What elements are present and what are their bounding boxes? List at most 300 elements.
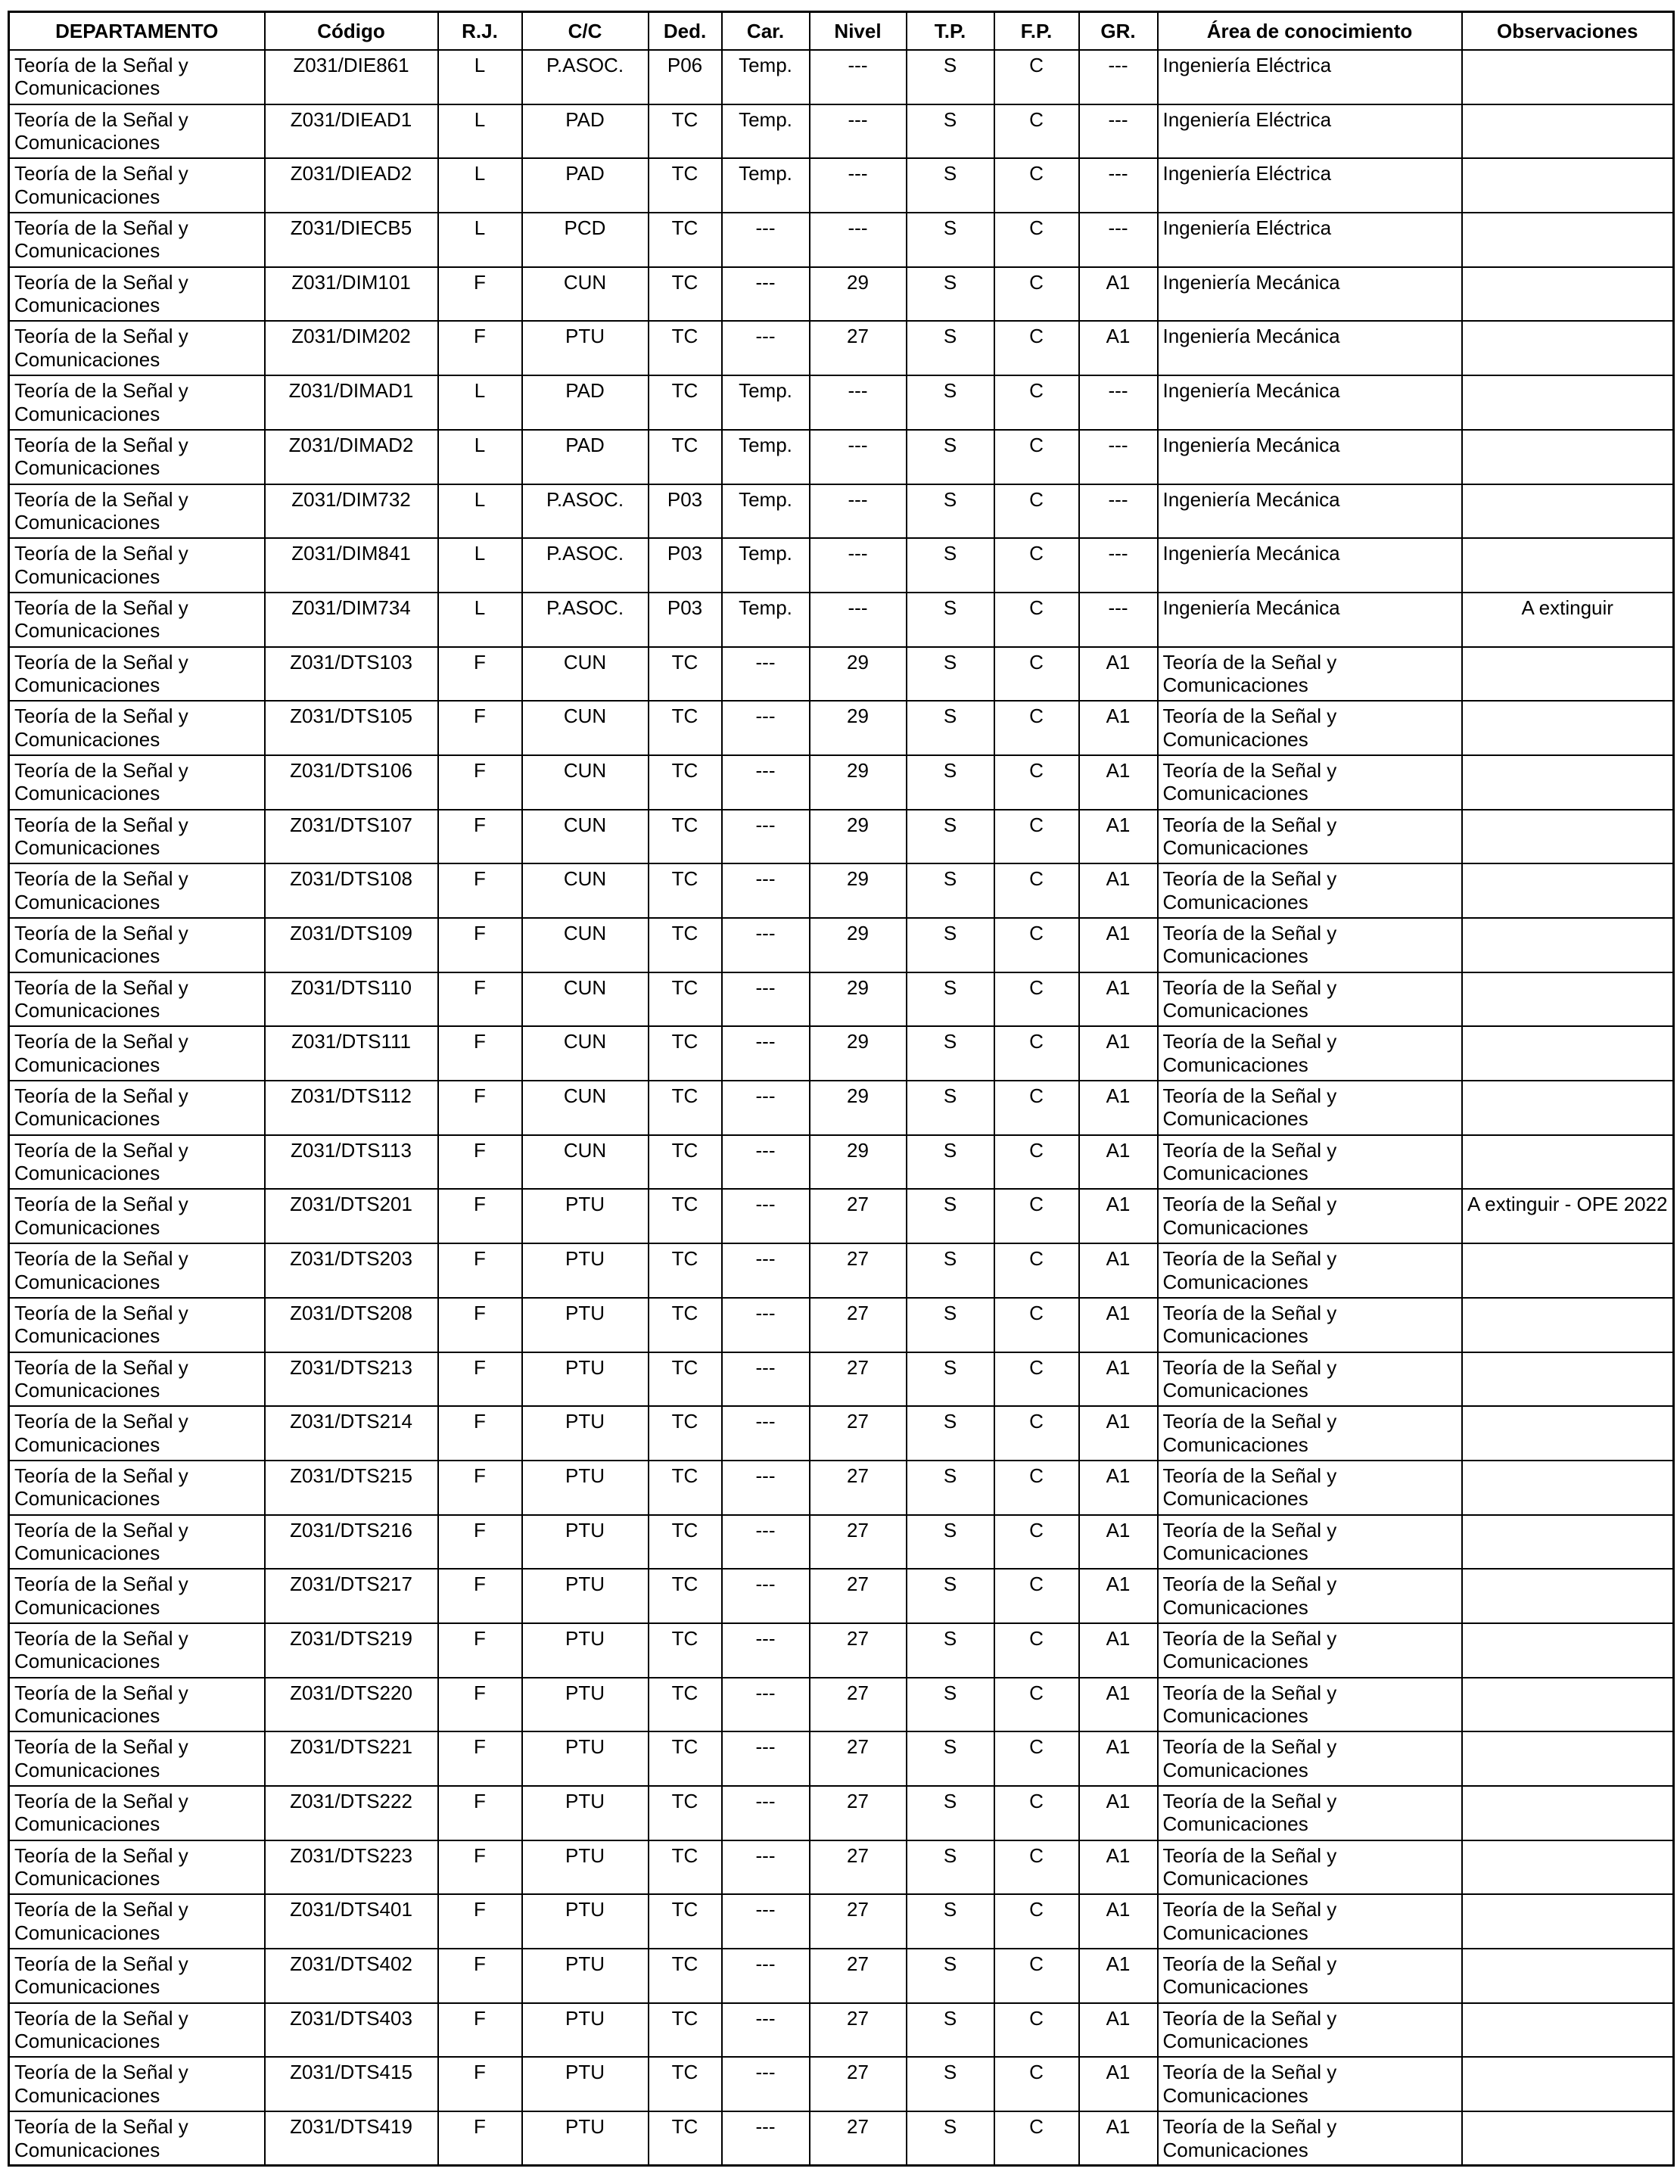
cell-codigo: Z031/DTS109 xyxy=(265,918,438,972)
cell-nivel: 27 xyxy=(810,1731,907,1786)
header-row xyxy=(9,12,1674,51)
cell-nivel: 29 xyxy=(810,863,907,918)
cell-rj: F xyxy=(438,1894,522,1949)
column-header-ded: Ded. xyxy=(649,12,722,51)
cell-rj: L xyxy=(438,158,522,213)
cell-cc: PAD xyxy=(522,430,649,484)
cell-area-de-conocimiento: Teoría de la Señal y Comunicaciones xyxy=(1158,2057,1462,2111)
cell-observaciones xyxy=(1462,1026,1674,1081)
column-header-observaciones: Observaciones xyxy=(1462,12,1674,51)
table-row xyxy=(9,1243,1674,1298)
cell-nivel: --- xyxy=(810,593,907,647)
cell-nivel: --- xyxy=(810,213,907,267)
cell-ded: P03 xyxy=(649,484,722,539)
cell-codigo: Z031/DTS215 xyxy=(265,1461,438,1515)
cell-fp: C xyxy=(994,1026,1079,1081)
cell-car: Temp. xyxy=(722,158,810,213)
cell-rj: L xyxy=(438,484,522,539)
cell-tp: S xyxy=(907,1731,994,1786)
cell-codigo: Z031/DTS223 xyxy=(265,1840,438,1895)
cell-ded: TC xyxy=(649,1135,722,1190)
table-body xyxy=(9,50,1674,2166)
cell-observaciones xyxy=(1462,321,1674,375)
cell-ded: TC xyxy=(649,104,722,159)
cell-tp: S xyxy=(907,50,994,104)
table-row xyxy=(9,1840,1674,1895)
cell-fp: C xyxy=(994,593,1079,647)
table-row xyxy=(9,1406,1674,1461)
cell-gr: A1 xyxy=(1079,2111,1158,2166)
cell-fp: C xyxy=(994,1298,1079,1352)
cell-nivel: 27 xyxy=(810,2057,907,2111)
cell-fp: C xyxy=(994,1406,1079,1461)
column-header-gr: GR. xyxy=(1079,12,1158,51)
cell-area-de-conocimiento: Teoría de la Señal y Comunicaciones xyxy=(1158,1298,1462,1352)
cell-tp: S xyxy=(907,1840,994,1895)
cell-area-de-conocimiento: Ingeniería Eléctrica xyxy=(1158,158,1462,213)
cell-rj: F xyxy=(438,1406,522,1461)
cell-tp: S xyxy=(907,1026,994,1081)
cell-codigo: Z031/DIM101 xyxy=(265,267,438,322)
cell-nivel: 27 xyxy=(810,1949,907,2003)
table-row xyxy=(9,593,1674,647)
cell-ded: TC xyxy=(649,755,722,810)
cell-ded: TC xyxy=(649,918,722,972)
cell-departamento: Teoría de la Señal y Comunicaciones xyxy=(9,213,265,267)
cell-observaciones xyxy=(1462,918,1674,972)
cell-fp: C xyxy=(994,1243,1079,1298)
cell-car: --- xyxy=(722,1623,810,1678)
cell-car: --- xyxy=(722,863,810,918)
table-row xyxy=(9,1189,1674,1243)
cell-observaciones xyxy=(1462,1298,1674,1352)
cell-cc: CUN xyxy=(522,1081,649,1135)
cell-gr: --- xyxy=(1079,593,1158,647)
cell-nivel: 27 xyxy=(810,1352,907,1407)
cell-ded: TC xyxy=(649,1678,722,1732)
cell-cc: PTU xyxy=(522,1949,649,2003)
cell-rj: L xyxy=(438,538,522,593)
cell-gr: --- xyxy=(1079,430,1158,484)
cell-observaciones xyxy=(1462,1840,1674,1895)
cell-car: --- xyxy=(722,1026,810,1081)
cell-nivel: --- xyxy=(810,50,907,104)
cell-fp: C xyxy=(994,430,1079,484)
cell-departamento: Teoría de la Señal y Comunicaciones xyxy=(9,430,265,484)
cell-observaciones xyxy=(1462,1406,1674,1461)
cell-area-de-conocimiento: Teoría de la Señal y Comunicaciones xyxy=(1158,1243,1462,1298)
cell-observaciones xyxy=(1462,430,1674,484)
cell-rj: F xyxy=(438,755,522,810)
cell-ded: TC xyxy=(649,1081,722,1135)
cell-fp: C xyxy=(994,863,1079,918)
cell-cc: PTU xyxy=(522,1840,649,1895)
cell-fp: C xyxy=(994,158,1079,213)
cell-tp: S xyxy=(907,1081,994,1135)
table-row xyxy=(9,701,1674,755)
cell-codigo: Z031/DTS401 xyxy=(265,1894,438,1949)
cell-nivel: 27 xyxy=(810,1243,907,1298)
table-row xyxy=(9,755,1674,810)
column-header-codigo: Código xyxy=(265,12,438,51)
cell-departamento: Teoría de la Señal y Comunicaciones xyxy=(9,1840,265,1895)
cell-car: --- xyxy=(722,647,810,702)
cell-cc: CUN xyxy=(522,267,649,322)
table-row xyxy=(9,1786,1674,1840)
cell-nivel: 27 xyxy=(810,1786,907,1840)
cell-codigo: Z031/DIEAD1 xyxy=(265,104,438,159)
cell-ded: TC xyxy=(649,321,722,375)
cell-observaciones xyxy=(1462,701,1674,755)
cell-departamento: Teoría de la Señal y Comunicaciones xyxy=(9,267,265,322)
cell-area-de-conocimiento: Ingeniería Mecánica xyxy=(1158,267,1462,322)
cell-cc: CUN xyxy=(522,1026,649,1081)
table-row xyxy=(9,1352,1674,1407)
cell-rj: F xyxy=(438,1569,522,1623)
cell-departamento: Teoría de la Señal y Comunicaciones xyxy=(9,104,265,159)
cell-departamento: Teoría de la Señal y Comunicaciones xyxy=(9,1026,265,1081)
cell-nivel: 29 xyxy=(810,1026,907,1081)
cell-gr: A1 xyxy=(1079,918,1158,972)
cell-observaciones xyxy=(1462,863,1674,918)
cell-ded: TC xyxy=(649,1298,722,1352)
cell-rj: F xyxy=(438,810,522,864)
cell-ded: TC xyxy=(649,1189,722,1243)
cell-gr: A1 xyxy=(1079,1786,1158,1840)
cell-rj: F xyxy=(438,1352,522,1407)
cell-departamento: Teoría de la Señal y Comunicaciones xyxy=(9,1786,265,1840)
cell-tp: S xyxy=(907,1569,994,1623)
cell-rj: F xyxy=(438,1026,522,1081)
cell-tp: S xyxy=(907,1243,994,1298)
cell-departamento: Teoría de la Señal y Comunicaciones xyxy=(9,375,265,430)
cell-cc: P.ASOC. xyxy=(522,50,649,104)
cell-codigo: Z031/DTS217 xyxy=(265,1569,438,1623)
cell-fp: C xyxy=(994,1840,1079,1895)
cell-tp: S xyxy=(907,375,994,430)
cell-rj: F xyxy=(438,863,522,918)
cell-cc: PTU xyxy=(522,1786,649,1840)
cell-fp: C xyxy=(994,1352,1079,1407)
cell-observaciones xyxy=(1462,1081,1674,1135)
cell-observaciones xyxy=(1462,972,1674,1027)
cell-departamento: Teoría de la Señal y Comunicaciones xyxy=(9,1569,265,1623)
cell-car: Temp. xyxy=(722,484,810,539)
cell-area-de-conocimiento: Teoría de la Señal y Comunicaciones xyxy=(1158,863,1462,918)
cell-ded: TC xyxy=(649,2057,722,2111)
table-row xyxy=(9,647,1674,702)
cell-observaciones xyxy=(1462,1569,1674,1623)
cell-fp: C xyxy=(994,2111,1079,2166)
cell-observaciones xyxy=(1462,50,1674,104)
cell-cc: PTU xyxy=(522,1298,649,1352)
cell-codigo: Z031/DIM202 xyxy=(265,321,438,375)
cell-area-de-conocimiento: Teoría de la Señal y Comunicaciones xyxy=(1158,1461,1462,1515)
cell-tp: S xyxy=(907,1352,994,1407)
cell-car: --- xyxy=(722,1569,810,1623)
cell-gr: A1 xyxy=(1079,1461,1158,1515)
cell-rj: F xyxy=(438,2111,522,2166)
cell-ded: TC xyxy=(649,1352,722,1407)
cell-cc: PTU xyxy=(522,2057,649,2111)
cell-tp: S xyxy=(907,972,994,1027)
cell-rj: F xyxy=(438,701,522,755)
cell-departamento: Teoría de la Señal y Comunicaciones xyxy=(9,2111,265,2166)
cell-tp: S xyxy=(907,1135,994,1190)
table-row xyxy=(9,1081,1674,1135)
cell-observaciones xyxy=(1462,158,1674,213)
table-row xyxy=(9,918,1674,972)
cell-car: --- xyxy=(722,267,810,322)
cell-cc: CUN xyxy=(522,810,649,864)
cell-cc: PTU xyxy=(522,2003,649,2058)
cell-gr: A1 xyxy=(1079,1026,1158,1081)
cell-observaciones xyxy=(1462,810,1674,864)
cell-cc: PTU xyxy=(522,1623,649,1678)
cell-car: --- xyxy=(722,1461,810,1515)
cell-area-de-conocimiento: Teoría de la Señal y Comunicaciones xyxy=(1158,2003,1462,2058)
cell-car: Temp. xyxy=(722,50,810,104)
cell-car: --- xyxy=(722,1894,810,1949)
cell-fp: C xyxy=(994,104,1079,159)
cell-gr: --- xyxy=(1079,375,1158,430)
cell-cc: P.ASOC. xyxy=(522,484,649,539)
cell-observaciones xyxy=(1462,213,1674,267)
cell-departamento: Teoría de la Señal y Comunicaciones xyxy=(9,918,265,972)
table-row xyxy=(9,810,1674,864)
table-row xyxy=(9,538,1674,593)
cell-fp: C xyxy=(994,701,1079,755)
cell-area-de-conocimiento: Teoría de la Señal y Comunicaciones xyxy=(1158,1678,1462,1732)
table-row xyxy=(9,1026,1674,1081)
cell-fp: C xyxy=(994,972,1079,1027)
cell-area-de-conocimiento: Teoría de la Señal y Comunicaciones xyxy=(1158,1569,1462,1623)
cell-fp: C xyxy=(994,375,1079,430)
cell-observaciones: A extinguir - OPE 2022 xyxy=(1462,1189,1674,1243)
cell-departamento: Teoría de la Señal y Comunicaciones xyxy=(9,158,265,213)
cell-nivel: --- xyxy=(810,484,907,539)
cell-area-de-conocimiento: Teoría de la Señal y Comunicaciones xyxy=(1158,1081,1462,1135)
table-row xyxy=(9,1515,1674,1570)
cell-nivel: 27 xyxy=(810,1515,907,1570)
cell-car: --- xyxy=(722,1949,810,2003)
cell-fp: C xyxy=(994,1894,1079,1949)
cell-tp: S xyxy=(907,484,994,539)
cell-area-de-conocimiento: Teoría de la Señal y Comunicaciones xyxy=(1158,1731,1462,1786)
cell-area-de-conocimiento: Teoría de la Señal y Comunicaciones xyxy=(1158,1352,1462,1407)
cell-observaciones xyxy=(1462,1623,1674,1678)
rpt-table xyxy=(8,11,1675,2167)
cell-ded: TC xyxy=(649,1515,722,1570)
cell-cc: CUN xyxy=(522,863,649,918)
cell-codigo: Z031/DIM841 xyxy=(265,538,438,593)
cell-area-de-conocimiento: Ingeniería Eléctrica xyxy=(1158,213,1462,267)
cell-rj: F xyxy=(438,647,522,702)
cell-codigo: Z031/DTS108 xyxy=(265,863,438,918)
cell-tp: S xyxy=(907,321,994,375)
cell-area-de-conocimiento: Teoría de la Señal y Comunicaciones xyxy=(1158,1840,1462,1895)
cell-car: --- xyxy=(722,755,810,810)
cell-tp: S xyxy=(907,647,994,702)
cell-fp: C xyxy=(994,810,1079,864)
cell-departamento: Teoría de la Señal y Comunicaciones xyxy=(9,593,265,647)
cell-rj: F xyxy=(438,1840,522,1895)
cell-fp: C xyxy=(994,1515,1079,1570)
cell-cc: CUN xyxy=(522,1135,649,1190)
cell-fp: C xyxy=(994,267,1079,322)
cell-tp: S xyxy=(907,213,994,267)
cell-rj: L xyxy=(438,104,522,159)
column-header-nivel: Nivel xyxy=(810,12,907,51)
cell-car: Temp. xyxy=(722,538,810,593)
cell-gr: --- xyxy=(1079,104,1158,159)
cell-cc: CUN xyxy=(522,701,649,755)
cell-rj: F xyxy=(438,1949,522,2003)
cell-departamento: Teoría de la Señal y Comunicaciones xyxy=(9,1189,265,1243)
cell-observaciones xyxy=(1462,538,1674,593)
cell-tp: S xyxy=(907,810,994,864)
cell-area-de-conocimiento: Ingeniería Eléctrica xyxy=(1158,104,1462,159)
cell-area-de-conocimiento: Teoría de la Señal y Comunicaciones xyxy=(1158,1135,1462,1190)
table-row xyxy=(9,972,1674,1027)
cell-rj: L xyxy=(438,50,522,104)
cell-departamento: Teoría de la Señal y Comunicaciones xyxy=(9,1461,265,1515)
cell-ded: TC xyxy=(649,1786,722,1840)
column-header-rj: R.J. xyxy=(438,12,522,51)
cell-fp: C xyxy=(994,1081,1079,1135)
cell-tp: S xyxy=(907,2003,994,2058)
table-row xyxy=(9,484,1674,539)
cell-codigo: Z031/DTS222 xyxy=(265,1786,438,1840)
cell-cc: PTU xyxy=(522,1189,649,1243)
cell-observaciones xyxy=(1462,1352,1674,1407)
cell-rj: F xyxy=(438,1678,522,1732)
cell-gr: A1 xyxy=(1079,1352,1158,1407)
cell-gr: A1 xyxy=(1079,755,1158,810)
cell-gr: --- xyxy=(1079,213,1158,267)
cell-gr: A1 xyxy=(1079,647,1158,702)
cell-tp: S xyxy=(907,158,994,213)
cell-nivel: 29 xyxy=(810,1081,907,1135)
column-header-car: Car. xyxy=(722,12,810,51)
cell-rj: F xyxy=(438,1731,522,1786)
cell-area-de-conocimiento: Teoría de la Señal y Comunicaciones xyxy=(1158,1894,1462,1949)
cell-observaciones xyxy=(1462,2057,1674,2111)
cell-cc: PTU xyxy=(522,1894,649,1949)
cell-gr: A1 xyxy=(1079,1243,1158,1298)
cell-gr: --- xyxy=(1079,50,1158,104)
cell-fp: C xyxy=(994,484,1079,539)
cell-gr: A1 xyxy=(1079,1731,1158,1786)
cell-cc: PTU xyxy=(522,321,649,375)
cell-rj: F xyxy=(438,918,522,972)
cell-car: --- xyxy=(722,321,810,375)
cell-tp: S xyxy=(907,1623,994,1678)
cell-rj: L xyxy=(438,593,522,647)
cell-area-de-conocimiento: Teoría de la Señal y Comunicaciones xyxy=(1158,755,1462,810)
cell-codigo: Z031/DTS419 xyxy=(265,2111,438,2166)
cell-car: --- xyxy=(722,1298,810,1352)
cell-fp: C xyxy=(994,1786,1079,1840)
cell-car: --- xyxy=(722,810,810,864)
cell-cc: PTU xyxy=(522,1569,649,1623)
cell-nivel: 27 xyxy=(810,1840,907,1895)
cell-car: --- xyxy=(722,1243,810,1298)
cell-codigo: Z031/DIEAD2 xyxy=(265,158,438,213)
table-row xyxy=(9,267,1674,322)
cell-observaciones xyxy=(1462,1786,1674,1840)
cell-area-de-conocimiento: Teoría de la Señal y Comunicaciones xyxy=(1158,1949,1462,2003)
cell-gr: A1 xyxy=(1079,1840,1158,1895)
cell-cc: CUN xyxy=(522,755,649,810)
cell-departamento: Teoría de la Señal y Comunicaciones xyxy=(9,321,265,375)
cell-ded: TC xyxy=(649,375,722,430)
cell-car: --- xyxy=(722,1786,810,1840)
cell-codigo: Z031/DTS208 xyxy=(265,1298,438,1352)
cell-gr: A1 xyxy=(1079,2057,1158,2111)
cell-area-de-conocimiento: Ingeniería Mecánica xyxy=(1158,321,1462,375)
cell-nivel: 29 xyxy=(810,918,907,972)
cell-rj: F xyxy=(438,972,522,1027)
cell-cc: CUN xyxy=(522,647,649,702)
cell-tp: S xyxy=(907,1949,994,2003)
cell-observaciones xyxy=(1462,755,1674,810)
cell-observaciones xyxy=(1462,1894,1674,1949)
cell-fp: C xyxy=(994,2057,1079,2111)
cell-codigo: Z031/DTS113 xyxy=(265,1135,438,1190)
cell-tp: S xyxy=(907,918,994,972)
cell-nivel: 27 xyxy=(810,1894,907,1949)
cell-codigo: Z031/DTS112 xyxy=(265,1081,438,1135)
cell-car: --- xyxy=(722,2057,810,2111)
cell-ded: P06 xyxy=(649,50,722,104)
cell-nivel: --- xyxy=(810,430,907,484)
cell-gr: --- xyxy=(1079,158,1158,213)
cell-gr: A1 xyxy=(1079,810,1158,864)
column-header-fp: F.P. xyxy=(994,12,1079,51)
table-row xyxy=(9,375,1674,430)
cell-departamento: Teoría de la Señal y Comunicaciones xyxy=(9,972,265,1027)
cell-gr: --- xyxy=(1079,484,1158,539)
cell-fp: C xyxy=(994,2003,1079,2058)
cell-area-de-conocimiento: Teoría de la Señal y Comunicaciones xyxy=(1158,1189,1462,1243)
cell-cc: PCD xyxy=(522,213,649,267)
cell-codigo: Z031/DTS106 xyxy=(265,755,438,810)
cell-nivel: 29 xyxy=(810,1135,907,1190)
cell-tp: S xyxy=(907,1298,994,1352)
cell-fp: C xyxy=(994,1623,1079,1678)
cell-car: --- xyxy=(722,1352,810,1407)
cell-codigo: Z031/DIECB5 xyxy=(265,213,438,267)
cell-departamento: Teoría de la Señal y Comunicaciones xyxy=(9,2057,265,2111)
cell-nivel: 29 xyxy=(810,267,907,322)
cell-codigo: Z031/DIE861 xyxy=(265,50,438,104)
cell-nivel: 27 xyxy=(810,1189,907,1243)
cell-nivel: 27 xyxy=(810,1406,907,1461)
cell-fp: C xyxy=(994,321,1079,375)
cell-codigo: Z031/DTS107 xyxy=(265,810,438,864)
cell-car: --- xyxy=(722,213,810,267)
cell-departamento: Teoría de la Señal y Comunicaciones xyxy=(9,1406,265,1461)
cell-fp: C xyxy=(994,647,1079,702)
cell-departamento: Teoría de la Señal y Comunicaciones xyxy=(9,1515,265,1570)
cell-departamento: Teoría de la Señal y Comunicaciones xyxy=(9,1081,265,1135)
cell-codigo: Z031/DIMAD1 xyxy=(265,375,438,430)
cell-cc: PAD xyxy=(522,375,649,430)
cell-fp: C xyxy=(994,50,1079,104)
cell-tp: S xyxy=(907,267,994,322)
cell-tp: S xyxy=(907,755,994,810)
